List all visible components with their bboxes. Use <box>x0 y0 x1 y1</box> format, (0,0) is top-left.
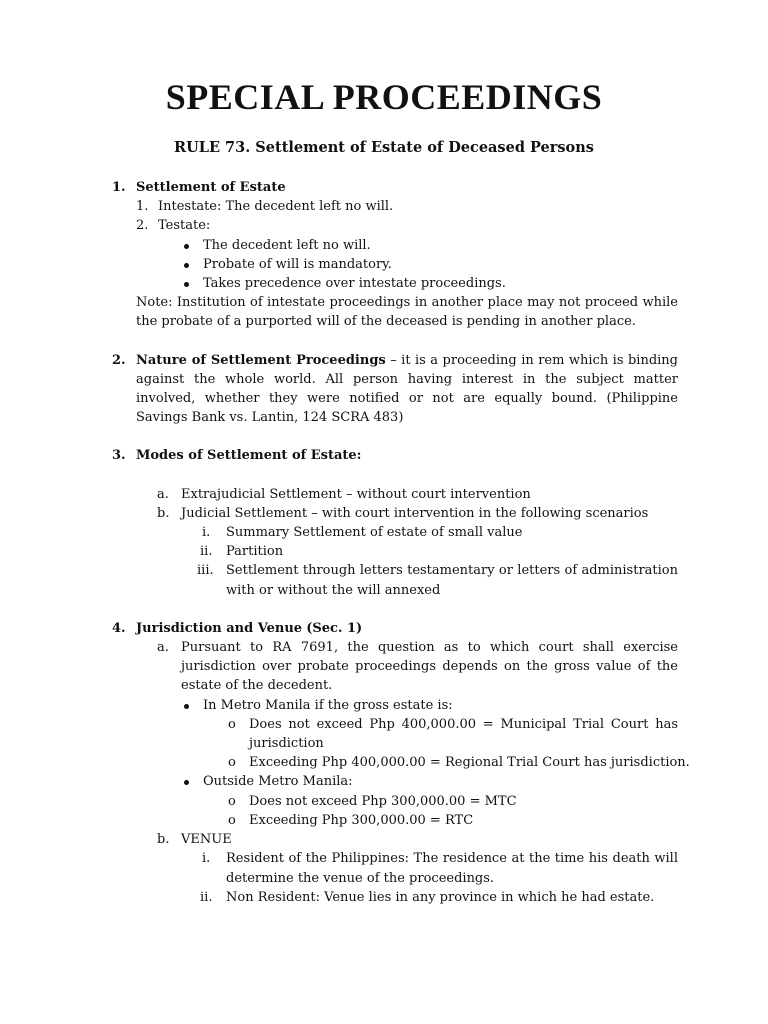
bullet-item: In Metro Manila if the gross estate is: <box>203 696 678 715</box>
bullet-item: Takes precedence over intestate proceedings. <box>203 274 678 293</box>
list-item: ii. Non Resident: Venue lies in any province in which he had estate. <box>200 889 655 905</box>
list-item: 1. Intestate: The decedent left no will. <box>136 199 394 215</box>
list-item: i. Summary Settlement of estate of small value <box>202 525 523 541</box>
bullet-item: The decedent left no will. <box>203 236 678 255</box>
note-paragraph: Note: Institution of intestate proceedings in another place may not proceed while the probate of a purported will of the deceased is pending in another place. <box>136 295 678 330</box>
list-item: a. Extrajudicial Settlement – without court intervention <box>157 486 531 502</box>
page-title: SPECIAL PROCEEDINGS <box>165 77 603 117</box>
list-item: b. VENUE <box>157 832 232 848</box>
bullet-item: Probate of will is mandatory. <box>203 255 678 274</box>
section-2-paragraph: 2. Nature of Settlement Proceedings – it is a proceeding in rem which is binding against the whole world. All person having interest in the subject matter involved, whether they were notified or not are equally bound. (Philippine Savings Bank vs. Lantin, 124 SCRA 483) <box>112 352 678 426</box>
bullet-item: Outside Metro Manila: <box>203 772 678 791</box>
sub-bullet-item: o Exceeding Php 400,000.00 = Regional Trial Court has jurisdiction. <box>228 755 690 771</box>
list-item: 2. Testate: <box>136 218 211 234</box>
list-item: ii. Partition <box>200 544 284 560</box>
document-body <box>112 178 690 907</box>
list-item: i. Resident of the Philippines: The residence at the time his death will determine the venue of the proceedings. <box>202 851 678 886</box>
list-item: a. Pursuant to RA 7691, the question as to which court shall exercise jurisdiction over probate proceedings depends on the gross value of the estate of the decedent. <box>157 640 678 694</box>
sub-bullet-item: o Does not exceed Php 400,000.00 = Municipal Trial Court has jurisdiction <box>228 716 678 752</box>
list-item: b. Judicial Settlement – with court intervention in the following scenarios <box>157 505 649 521</box>
sub-bullet-item: o Does not exceed Php 300,000.00 = MTC <box>228 793 517 809</box>
section-4-heading: 4. Jurisdiction and Venue (Sec. 1) <box>112 620 363 636</box>
list-item: iii. Settlement through letters testamentary or letters of administration with or without the will annexed <box>197 563 678 598</box>
section-2-heading: Nature of Settlement Proceedings <box>136 352 386 368</box>
section-3-heading: 3. Modes of Settlement of Estate: <box>112 448 362 464</box>
sub-bullet-item: o Exceeding Php 300,000.00 = RTC <box>228 812 474 828</box>
rule-subtitle: RULE 73. Settlement of Estate of Deceased Persons <box>174 139 594 156</box>
section-1-heading: 1. Settlement of Estate <box>112 180 286 195</box>
